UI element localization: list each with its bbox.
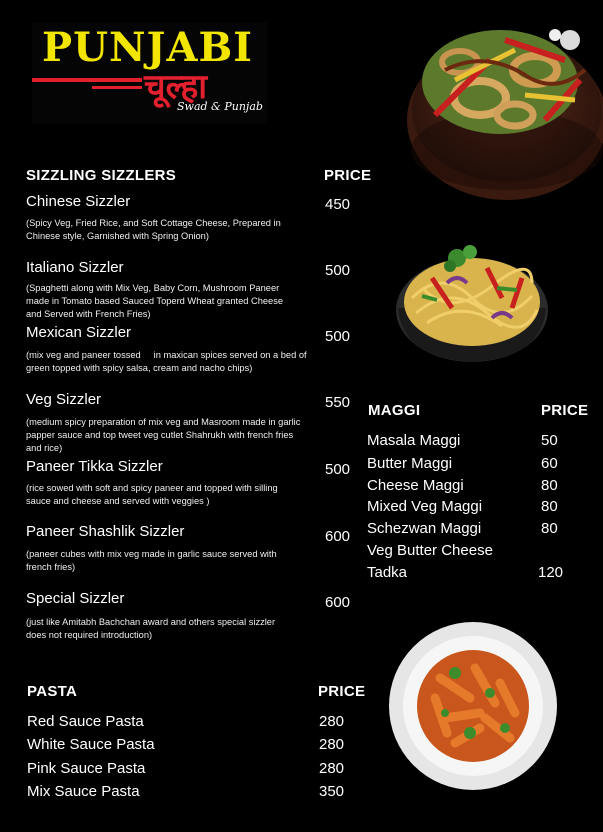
menu-item-name: Italiano Sizzler (26, 259, 124, 276)
maggi-price-heading: PRICE (541, 402, 589, 419)
menu-item-description: (rice sowed with soft and spicy paneer and topped with silling sauce and cheese and served with veggies ) (26, 483, 278, 506)
sizzlers-heading: SIZZLING SIZZLERS (26, 167, 177, 184)
menu-item-price: 500 (325, 461, 351, 478)
maggi-item-name: Mixed Veg Maggi (367, 498, 483, 515)
brand-name-latin: PUNJABI (42, 24, 254, 71)
pasta-item-name: White Sauce Pasta (27, 736, 155, 753)
maggi-heading: MAGGI (368, 402, 421, 419)
pasta-item-price: 280 (319, 713, 345, 730)
menu-item-name: Chinese Sizzler (26, 193, 131, 210)
menu-item-description: (Spaghetti along with Mix Veg, Baby Corn, Mushroom Paneer made in Tomato based Sauced Toperd Wheat granted Cheese and Served with French Fries) (26, 283, 284, 319)
menu-item-price: 600 (325, 594, 351, 611)
maggi-item-name: Cheese Maggi (367, 477, 464, 494)
menu-item-price: 600 (325, 528, 351, 545)
pasta-item-price: 280 (319, 736, 345, 753)
maggi-item-price: 50 (541, 432, 558, 449)
pasta-item-price: 350 (319, 783, 345, 800)
pasta-heading: PASTA (27, 683, 78, 700)
maggi-item-name-line2: Tadka (367, 564, 408, 581)
noodle-bowl-image (392, 238, 552, 368)
menu-item-price: 450 (325, 196, 351, 213)
menu-item-description: (just like Amitabh Bachchan award and others special sizzler does not required introduction) (26, 617, 276, 640)
pasta-item-name: Mix Sauce Pasta (27, 783, 140, 800)
menu-item-price: 550 (325, 394, 351, 411)
maggi-item-price: 80 (541, 498, 558, 515)
maggi-item-name: Butter Maggi (367, 455, 453, 472)
maggi-item-name: Schezwan Maggi (367, 520, 482, 537)
pasta-item-name: Pink Sauce Pasta (27, 760, 146, 777)
maggi-item-name: Veg Butter Cheese (367, 542, 493, 559)
menu-item-name: Paneer Tikka Sizzler (26, 458, 163, 475)
sizzler-plate-image (395, 0, 603, 210)
pasta-item-name: Red Sauce Pasta (27, 713, 144, 730)
menu-item-price: 500 (325, 328, 351, 345)
menu-item-name: Paneer Shashlik Sizzler (26, 523, 185, 540)
maggi-item-price: 60 (541, 455, 558, 472)
brand-name-hindi: चूल्हा (144, 67, 208, 107)
pasta-price-heading: PRICE (318, 683, 366, 700)
logo-underline-short (92, 86, 142, 89)
menu-item-price: 500 (325, 262, 351, 279)
menu-item-name: Special Sizzler (26, 590, 125, 607)
menu-item-description: (medium spicy preparation of mix veg and Masroom made in garlic papper sauce and top tweet veg cutlet Shahrukh with french fries and rice) (26, 417, 301, 453)
maggi-item-price: 120 (538, 564, 564, 581)
menu-item-description: (Spicy Veg, Fried Rice, and Soft Cottage Cheese, Prepared in Chinese style, Garnished with Spring Onion) (26, 218, 281, 241)
maggi-item-price: 80 (541, 477, 558, 494)
maggi-item-price: 80 (541, 520, 558, 537)
penne-pasta-plate-image (385, 618, 560, 793)
menu-item-description: (mix veg and paneer tossed in maxican spices served on a bed of green topped with spicy salsa, cream and nacho chips) (26, 350, 310, 373)
maggi-item-name: Masala Maggi (367, 432, 461, 449)
logo-underline (32, 78, 142, 82)
menu-item-description: (paneer cubes with mix veg made in garlic sauce served with french fries) (26, 549, 277, 572)
brand-logo (32, 22, 267, 124)
menu-item-name: Veg Sizzler (26, 391, 102, 408)
menu-item-name: Mexican Sizzler (26, 324, 132, 341)
pasta-item-price: 280 (319, 760, 345, 777)
brand-tagline: Swad & Punjab (177, 100, 263, 113)
sizzlers-price-heading: PRICE (324, 167, 372, 184)
